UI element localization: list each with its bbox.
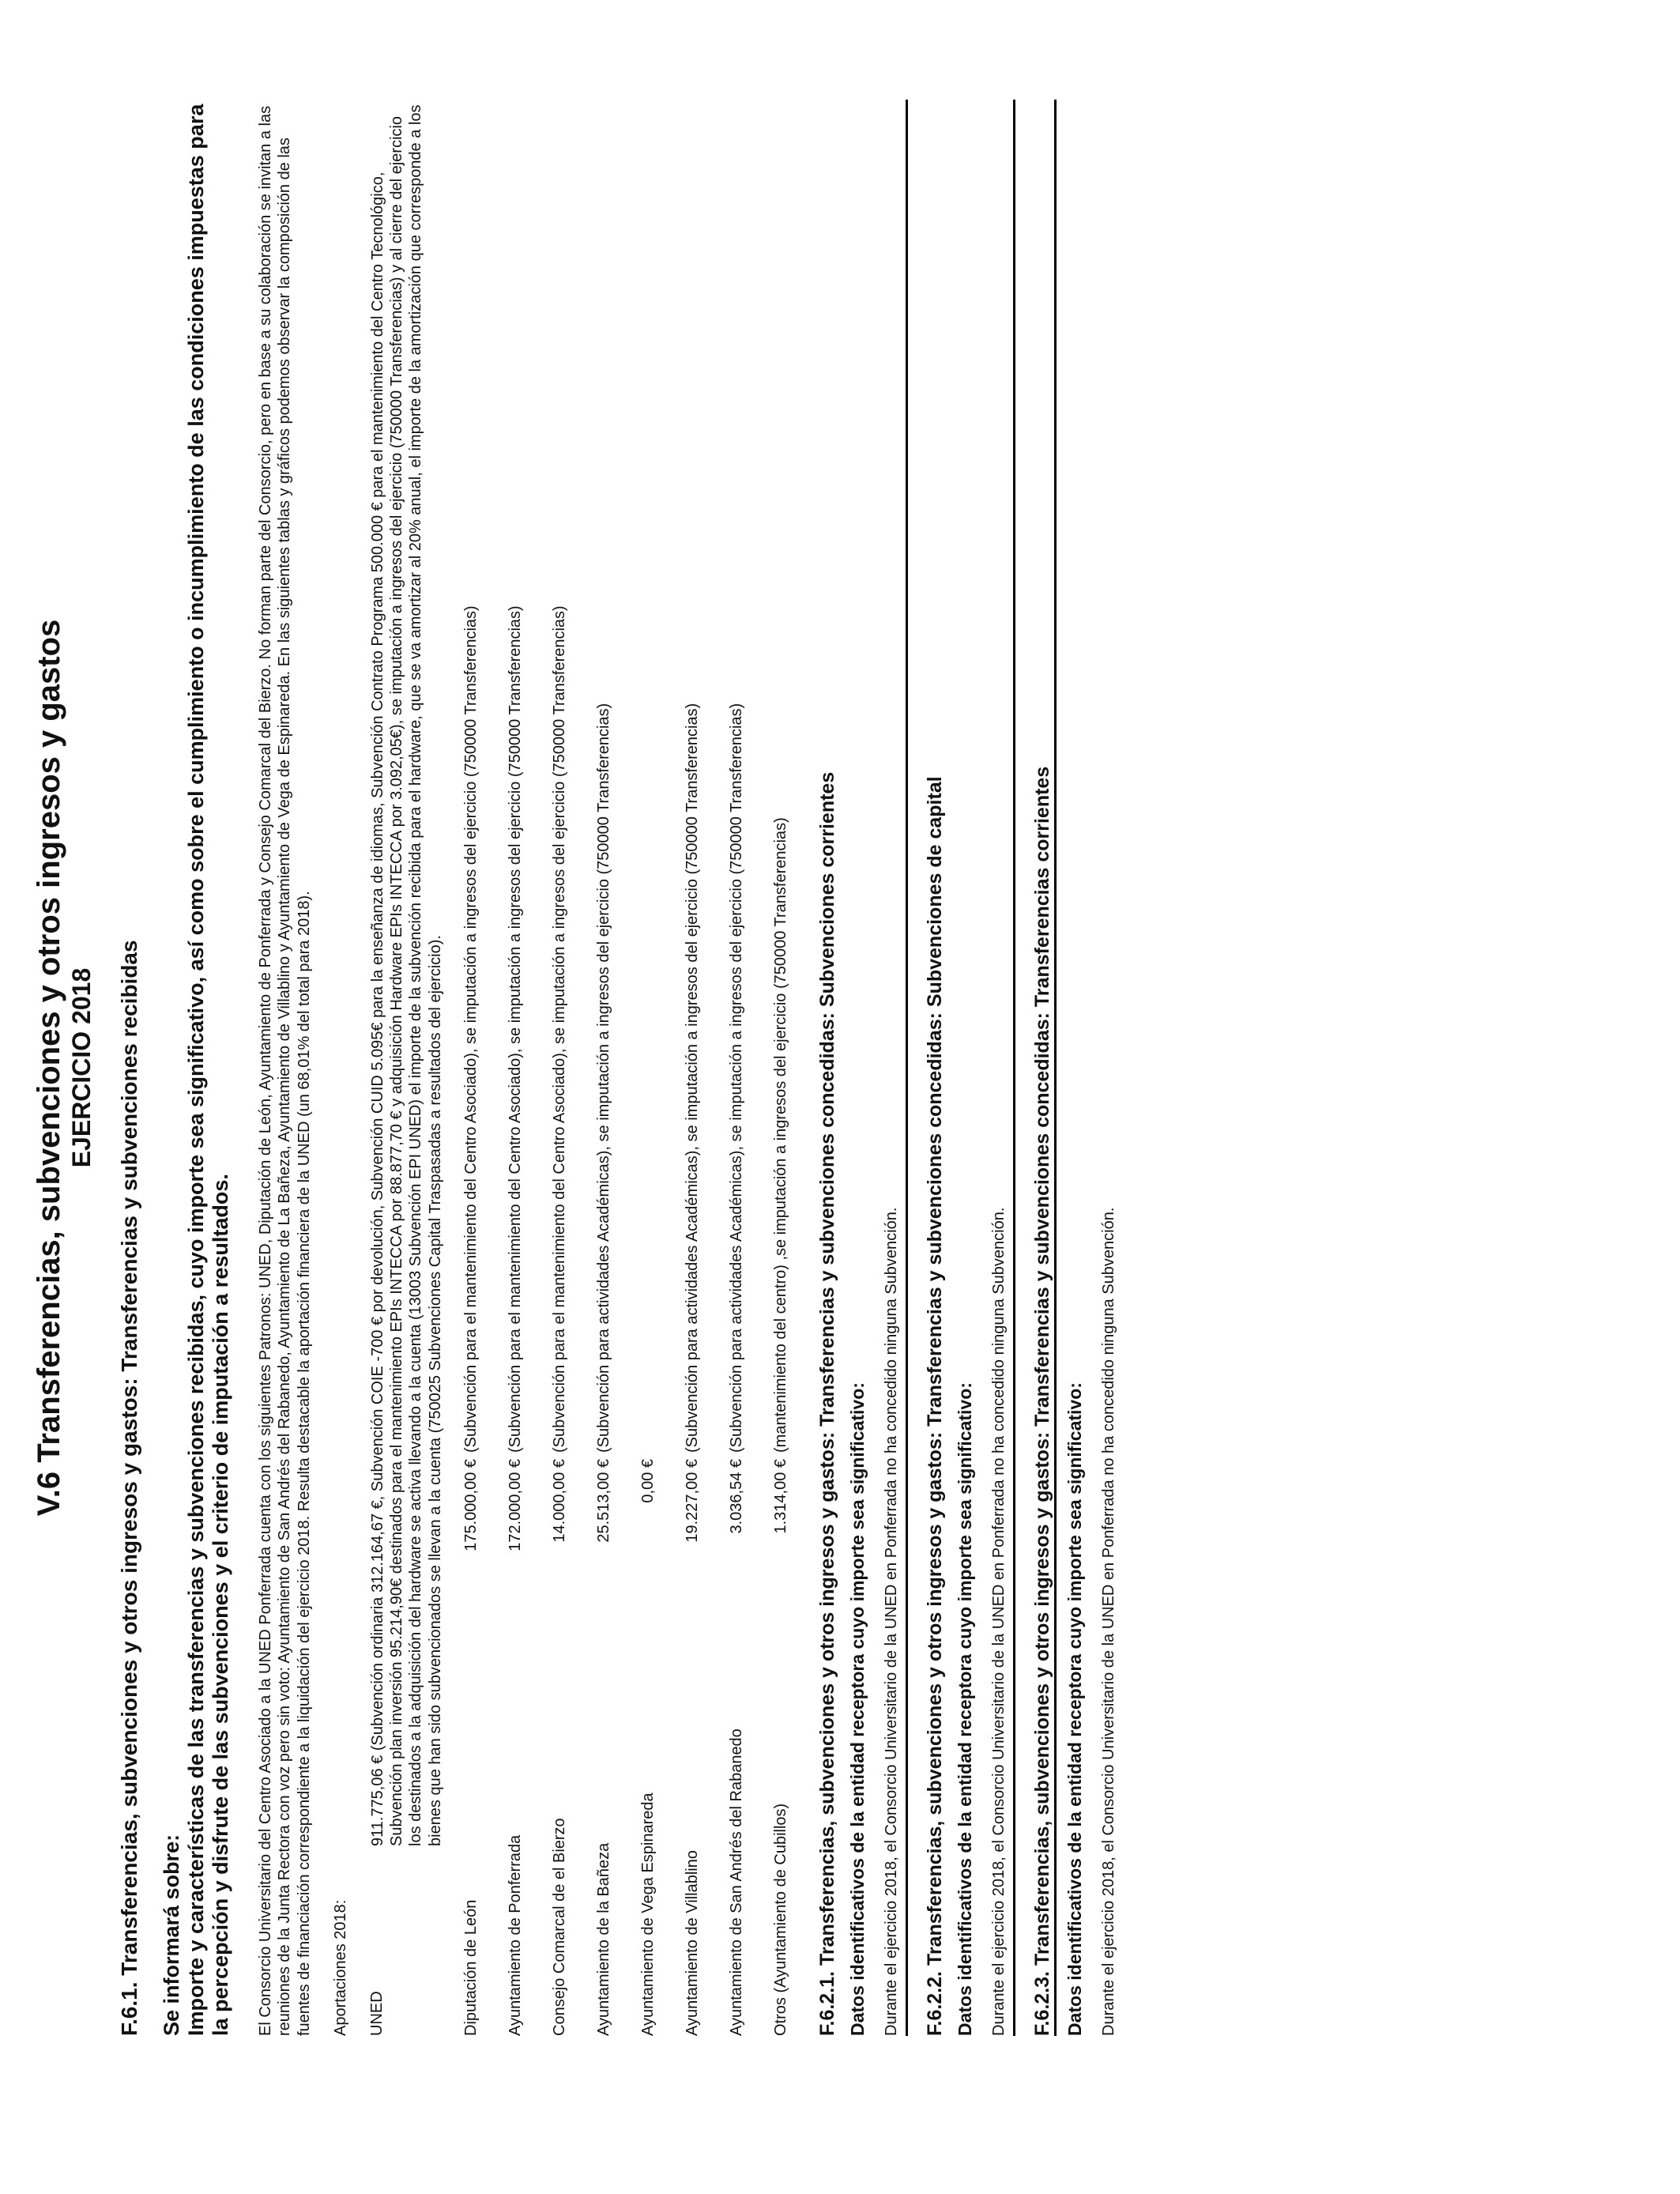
informara-label: Se informará sobre: — [160, 1834, 183, 2036]
page-subtitle: EJERCICIO 2018 — [67, 967, 96, 1168]
aportacion-row — [728, 100, 746, 2036]
section-f623-heading: Datos identificativos de la entidad receptora cuyo importe sea significativo: — [1064, 1382, 1086, 2036]
aportacion-amount: 1.314,00 € — [772, 1459, 790, 1534]
section-f623 — [1031, 100, 1123, 2036]
aportacion-amount: 25.513,00 € — [595, 1459, 613, 1543]
aportacion-desc: (Subvención para el mantenimiento del Centro Asociado), se imputación a ingresos del ejercicio (750000 Transferencias) — [507, 605, 525, 1453]
page-title: V.6 Transferencias, subvenciones y otros ingresos y gastos — [32, 619, 66, 1517]
aportacion-row — [462, 100, 480, 2036]
section-f622-heading: Datos identificativos de la entidad receptora cuyo importe sea significativo: — [955, 1382, 976, 2036]
aportacion-row — [595, 100, 613, 2036]
section-f621-title: F.6.2.1. Transferencias, subvenciones y otros ingresos y gastos: Transferencias y subvenciones concedidas: Subvenciones corrientes — [816, 771, 839, 2036]
aportacion-entity: Ayuntamiento de Villablino — [684, 1850, 702, 2036]
section-f623-body: Durante el ejercicio 2018, el Consorcio Universitario de la UNED en Ponferrada no ha concedido ninguna Subvención. — [1100, 1207, 1118, 2036]
aportacion-desc: (Subvención para actividades Académicas), se imputación a ingresos del ejercicio (750000 Transferencias) — [728, 703, 746, 1453]
section-f621-body: Durante el ejercicio 2018, el Consorcio Universitario de la UNED en Ponferrada no ha concedido ninguna Subvención. — [883, 1207, 901, 2036]
uned-label: UNED — [367, 1991, 386, 2036]
informara-text: Importe y características de las transferencias y subvenciones recibidas, cuyo importe sea significativo, así como sobre el cumplimiento o incumplimiento de las condiciones impuestas para la percepción y disfrute de las subvenciones y el criterio de imputación a resultados. — [184, 104, 232, 2036]
aportacion-amount: 14.000,00 € — [551, 1459, 569, 1543]
aportacion-desc: (Subvención para actividades Académicas), se imputación a ingresos del ejercicio (750000 Transferencias) — [684, 703, 702, 1453]
section-f61-title: F.6.1. Transferencias, subvenciones y otros ingresos y gastos: Transferencias y subvenciones recibidas — [117, 940, 141, 2036]
aportacion-amount: 172.000,00 € — [507, 1459, 525, 1551]
section-f623-title: F.6.2.3. Transferencias, subvenciones y otros ingresos y gastos: Transferencias y subvenciones concedidas: Transferencias corrientes — [1031, 100, 1057, 2036]
aportacion-row — [772, 100, 790, 2036]
intro-paragraph: El Consorcio Universitario del Centro Asociado a la UNED Ponferrada cuenta con los siguientes Patronos: UNED, Diputación de León, Ayuntamiento de Ponferrada y Consejo Comarcal del Bierzo. No forman parte del Consorcio, pero en base a su colaboración se invitan a las reuniones de la Junta Rectora con voz pero sin voto: Ayuntamiento de San Andrés del Rabanedo, Ayuntamiento de La Bañeza, Ayuntamiento de Villablino y Ayuntamiento de Vega de Espinareda. En las siguientes tablas y gráficos podemos observar la composición de las fuentes de financiación correspondiente a la liquidación del ejercicio 2018. Resulta destacable la aportación financiera de la UNED (un 68,01% del total para 2018). — [257, 105, 313, 2036]
section-f622 — [924, 100, 1015, 2036]
aportacion-entity: Ayuntamiento de la Bañeza — [595, 1842, 613, 2036]
section-f621-heading: Datos identificativos de la entidad receptora cuyo importe sea significativo: — [847, 1382, 868, 2036]
aportacion-amount: 19.227,00 € — [684, 1459, 702, 1543]
aportacion-desc — [639, 100, 657, 1453]
aportacion-amount: 0,00 € — [639, 1459, 657, 1503]
aportacion-row — [639, 100, 657, 2036]
aportacion-entity: Ayuntamiento de Vega Espinareda — [639, 1793, 657, 2036]
uned-row — [368, 100, 446, 2036]
aportacion-row — [507, 100, 525, 2036]
aportacion-desc: (Subvención para actividades Académicas), se imputación a ingresos del ejercicio (750000 Transferencias) — [595, 703, 613, 1453]
uned-text: 911.775,06 € (Subvención ordinaria 312.164,67 €, Subvención COIE -700 € por devolución, Subvención CUID 5.095€ para la enseñanza de idiomas, Subvención Contrato Programa 500.000 € para el mantenimiento del Centro Tecnológico, Subvención plan inversión 95.214,90€ destinados para el mantenimiento EPIs INTECCA por 88.877,70 € y adquisición Hardware EPIs INTECCA por 3.092,05€), se imputación a ingresos del ejercicio (750000 Transferencias) y al cierre del ejercicio los destinados a la adquisición del hardware se activa llevando a la cuenta (13003 Subvención EPI UNED) el importe de la subvención recibida para el hardware, que se va amortizar al 20% anual, el importe de la amortización que corresponde a los bienes que han sido subvencionados se llevan a la cuenta (750025 Subvenciones Capital Traspasadas a resultados del ejercicio). — [368, 104, 444, 1846]
aportacion-entity: Consejo Comarcal de el Bierzo — [551, 1818, 569, 2036]
aportacion-entity: Otros (Ayuntamiento de Cubillos) — [772, 1803, 790, 2036]
aportacion-entity: Ayuntamiento de Ponferrada — [507, 1834, 525, 2036]
aportacion-amount: 3.036,54 € — [728, 1459, 746, 1534]
aportacion-desc: (Subvención para el mantenimiento del Centro Asociado), se imputación a ingresos del ejercicio (750000 Transferencias) — [462, 605, 480, 1453]
section-f622-body: Durante el ejercicio 2018, el Consorcio Universitario de la UNED en Ponferrada no ha concedido ninguna Subvención. — [990, 1207, 1008, 2036]
aportacion-entity: Ayuntamiento de San Andrés del Rabanedo — [728, 1728, 746, 2036]
aportacion-desc: (mantenimiento del centro) ,se imputación a ingresos del ejercicio (750000 Transferencias) — [772, 817, 790, 1453]
document-page — [32, 100, 1139, 2036]
section-f622-title: F.6.2.2. Transferencias, subvenciones y otros ingresos y gastos: Transferencias y subvenciones concedidas: Subvenciones de capital — [924, 776, 947, 2036]
aportacion-desc: (Subvención para el mantenimiento del Centro Asociado), se imputación a ingresos del ejercicio (750000 Transferencias) — [551, 605, 569, 1453]
section-f621 — [816, 100, 908, 2036]
aportacion-row — [551, 100, 569, 2036]
aportacion-entity: Diputación de León — [462, 1899, 480, 2036]
aportacion-row — [684, 100, 702, 2036]
aportacion-amount: 175.000,00 € — [462, 1459, 480, 1551]
aportaciones-label: Aportaciones 2018: — [332, 1899, 350, 2036]
aportaciones-list — [462, 100, 790, 2036]
